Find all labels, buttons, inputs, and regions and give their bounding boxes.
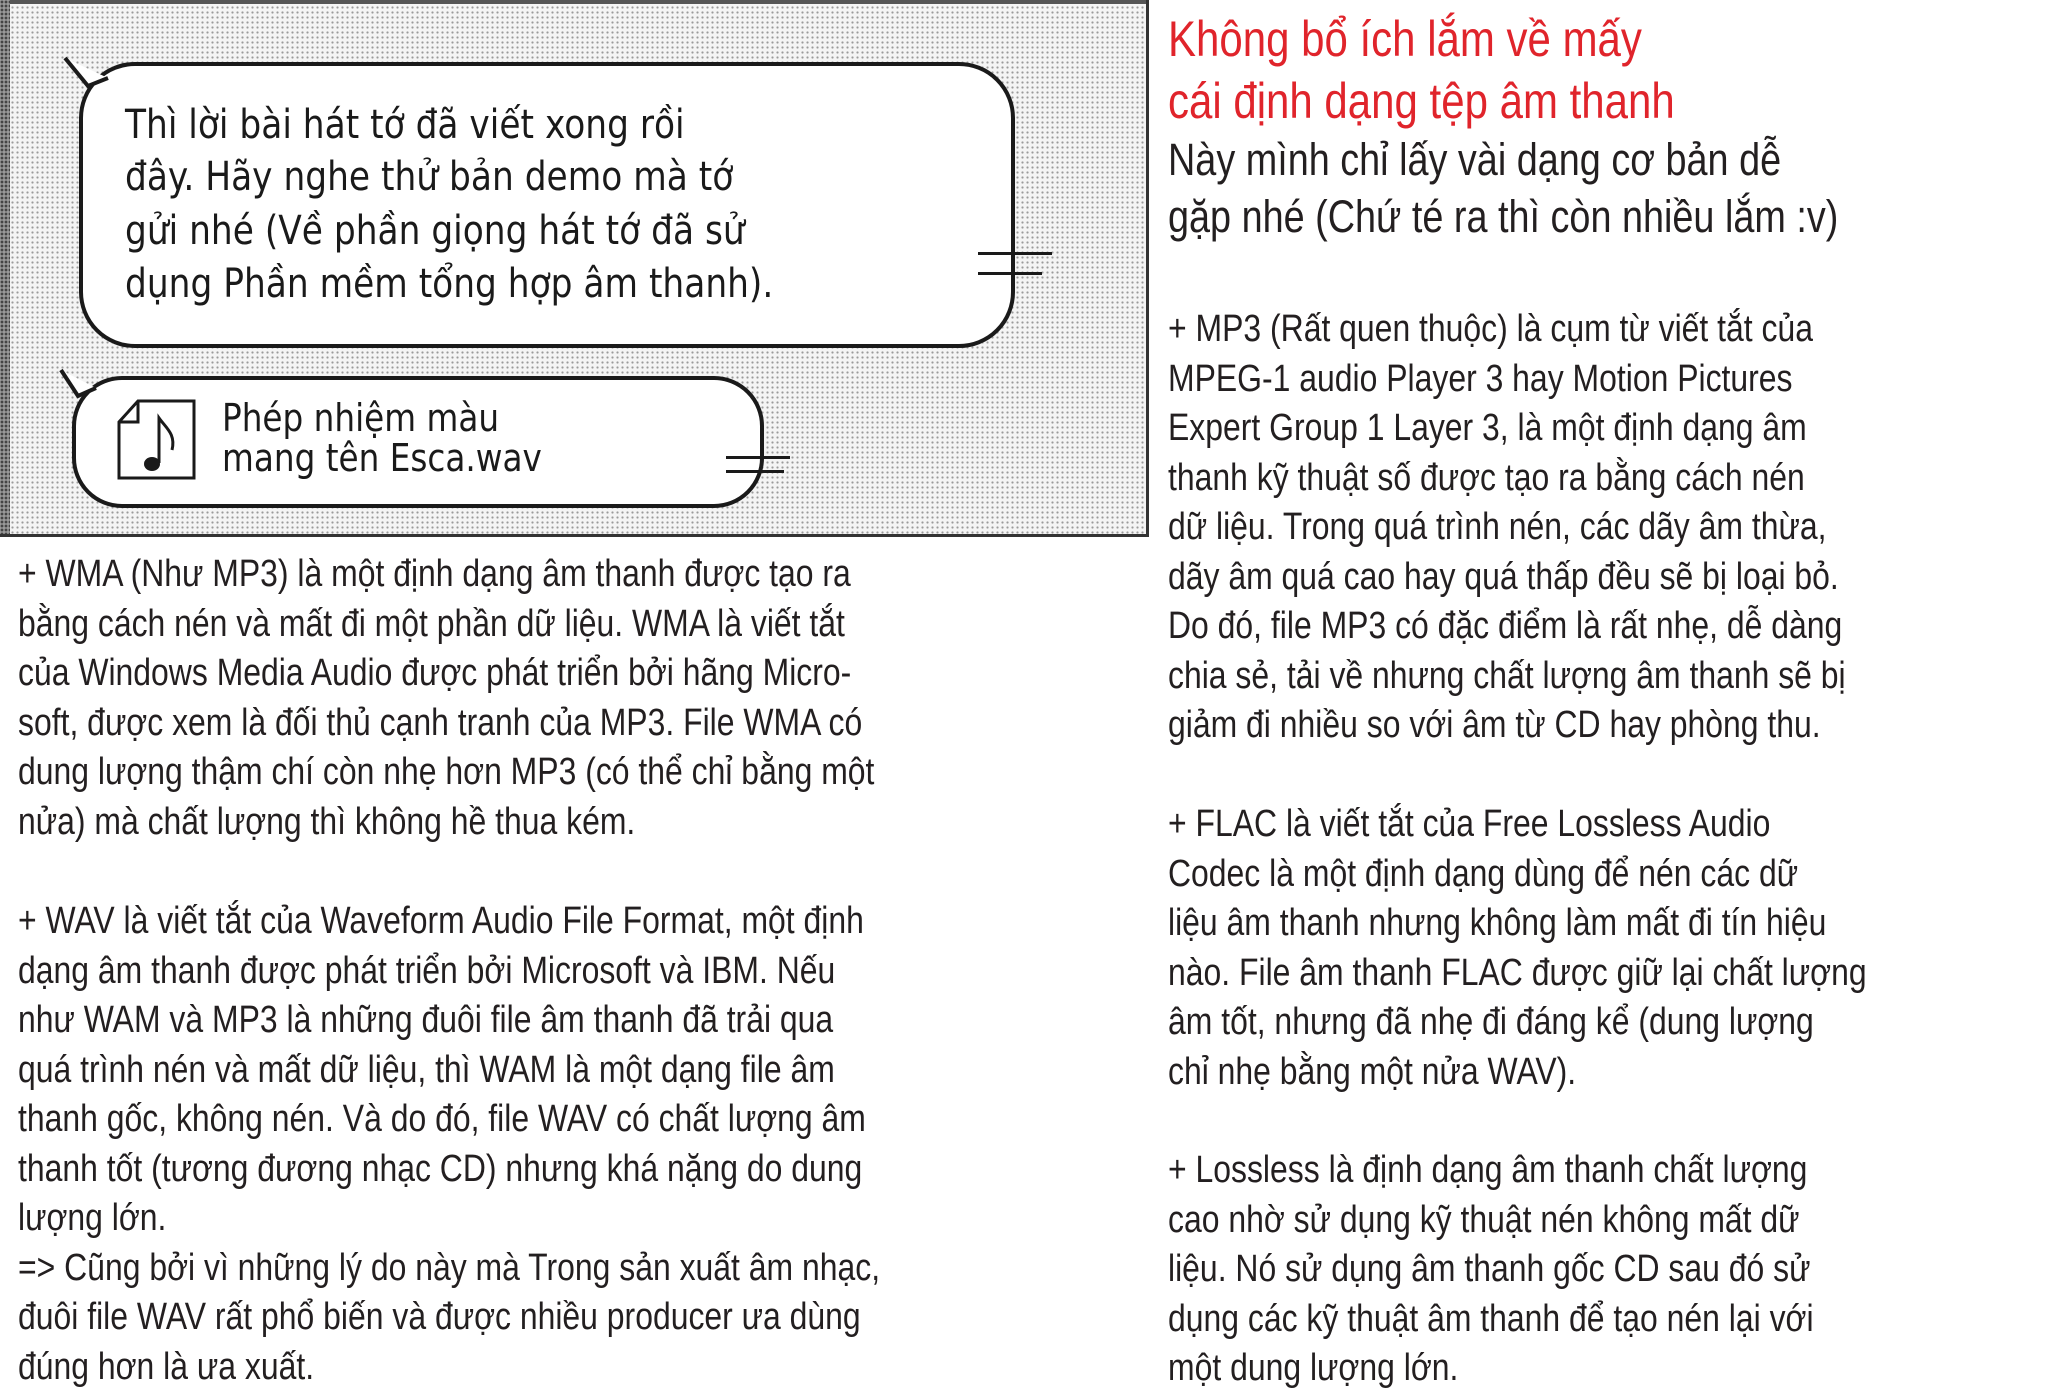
text-line: dụng các kỹ thuật âm thanh để tạo nén lại với	[1168, 1297, 1814, 1340]
text-line: gặp nhé (Chứ té ra thì còn nhiều lắm :v)	[1168, 191, 1839, 242]
music-file-icon	[116, 398, 198, 482]
speed-line	[726, 470, 784, 473]
text-line: MPEG-1 audio Player 3 hay Motion Pictures	[1168, 357, 1793, 400]
text-line: của Windows Media Audio được phát triển bởi hãng Micro-	[18, 652, 852, 694]
paragraph-flac	[1168, 800, 2000, 1097]
text-line: bằng cách nén và mất đi một phần dữ liệu. WMA là viết tắt	[18, 602, 845, 645]
text-line: Không bổ ích lắm về mấy	[1168, 11, 1642, 67]
text-line: cao nhờ sử dụng kỹ thuật nén không mất dữ	[1168, 1198, 1800, 1241]
text-line: đúng hơn là ưa xuất.	[18, 1345, 315, 1388]
text-line: nào. File âm thanh FLAC được giữ lại chất lượng	[1168, 951, 1867, 994]
text-line: soft, được xem là đối thủ cạnh tranh của MP3. File WMA có	[18, 701, 863, 744]
text-line: Codec là một định dạng dùng để nén các dữ	[1168, 852, 1799, 895]
text-line: + FLAC là viết tắt của Free Lossless Audio	[1168, 803, 1771, 845]
file-name-line: Phép nhiệm màu	[222, 396, 500, 440]
paragraph-wma	[18, 550, 1038, 847]
article-subtitle	[1168, 131, 1966, 245]
text-line: dãy âm quá cao hay quá thấp đều sẽ bị loại bỏ.	[1168, 555, 1839, 598]
text-line: dạng âm thanh được phát triển bởi Microsoft và IBM. Nếu	[18, 949, 836, 992]
text-line: + Lossless là định dạng âm thanh chất lượng	[1168, 1149, 1808, 1191]
article-title	[1168, 8, 1771, 132]
file-name-line: mang tên Esca.wav	[222, 436, 542, 480]
text-line: => Cũng bởi vì những lý do này mà Trong sản xuất âm nhạc,	[18, 1246, 881, 1289]
text-line: liệu âm thanh nhưng không làm mất đi tín hiệu	[1168, 902, 1827, 944]
bubble-tail	[60, 56, 120, 116]
text-line: cái định dạng tệp âm thanh	[1168, 73, 1675, 129]
bubble-text-line: gửi nhé (Về phần giọng hát tớ đã sử	[125, 208, 745, 254]
text-line: quá trình nén và mất dữ liệu, thì WAM là một dạng file âm	[18, 1048, 835, 1091]
text-line: lượng lớn.	[18, 1197, 167, 1239]
text-line: như WAM và MP3 là những đuôi file âm thanh đã trải qua	[18, 999, 834, 1041]
text-line: liệu. Nó sử dụng âm thanh gốc CD sau đó sử	[1168, 1248, 1811, 1290]
text-line: Expert Group 1 Layer 3, là một định dạng âm	[1168, 407, 1807, 449]
text-line: giảm đi nhiều so với âm từ CD hay phòng thu.	[1168, 704, 1821, 746]
text-line: thanh tốt (tương đương nhạc CD) nhưng khá nặng do dung	[18, 1147, 863, 1190]
text-line: âm tốt, nhưng đã nhẹ đi đáng kể (dung lượng	[1168, 1001, 1814, 1043]
text-line: thanh gốc, không nén. Và do đó, file WAV có chất lượng âm	[18, 1098, 866, 1140]
bubble-text-line: dụng Phần mềm tổng hợp âm thanh).	[125, 261, 774, 307]
paragraph-wav	[18, 897, 1044, 1392]
paragraph-lossless	[1168, 1146, 1937, 1394]
panel-border	[0, 0, 1146, 4]
comic-panel	[0, 0, 1149, 537]
text-line: đuôi file WAV rất phổ biến và được nhiều producer ưa dùng	[18, 1296, 861, 1338]
text-line: dung lượng thậm chí còn nhẹ hơn MP3 (có thể chỉ bằng một	[18, 751, 875, 793]
text-line: chia sẻ, tải về nhưng chất lượng âm thanh sẽ bị	[1168, 654, 1846, 697]
text-line: chỉ nhẹ bằng một nửa WAV).	[1168, 1050, 1577, 1093]
speed-line	[978, 272, 1042, 275]
text-line: + MP3 (Rất quen thuộc) là cụm từ viết tắt của	[1168, 308, 1814, 350]
speed-line	[726, 456, 790, 459]
text-line: + WMA (Như MP3) là một định dạng âm thanh được tạo ra	[18, 553, 851, 595]
paragraph-mp3	[1168, 305, 1975, 751]
panel-edge	[0, 0, 10, 534]
text-line: Này mình chỉ lấy vài dạng cơ bản dễ	[1168, 134, 1782, 185]
text-line: Do đó, file MP3 có đặc điểm là rất nhẹ, dễ dàng	[1168, 605, 1843, 647]
bubble-tail	[56, 368, 106, 418]
speed-line	[978, 252, 1052, 255]
bubble-text-line: đây. Hãy nghe thử bản demo mà tớ	[125, 154, 734, 200]
text-line: một dung lượng lớn.	[1168, 1347, 1459, 1389]
text-line: dữ liệu. Trong quá trình nén, các dãy âm thừa,	[1168, 506, 1827, 548]
text-line: nửa) mà chất lượng thì không hề thua kém.	[18, 800, 636, 843]
text-line: + WAV là viết tắt của Waveform Audio File Format, một định	[18, 900, 864, 942]
bubble-text-line: Thì lời bài hát tớ đã viết xong rồi	[125, 102, 685, 148]
text-line: thanh kỹ thuật số được tạo ra bằng cách nén	[1168, 456, 1805, 499]
